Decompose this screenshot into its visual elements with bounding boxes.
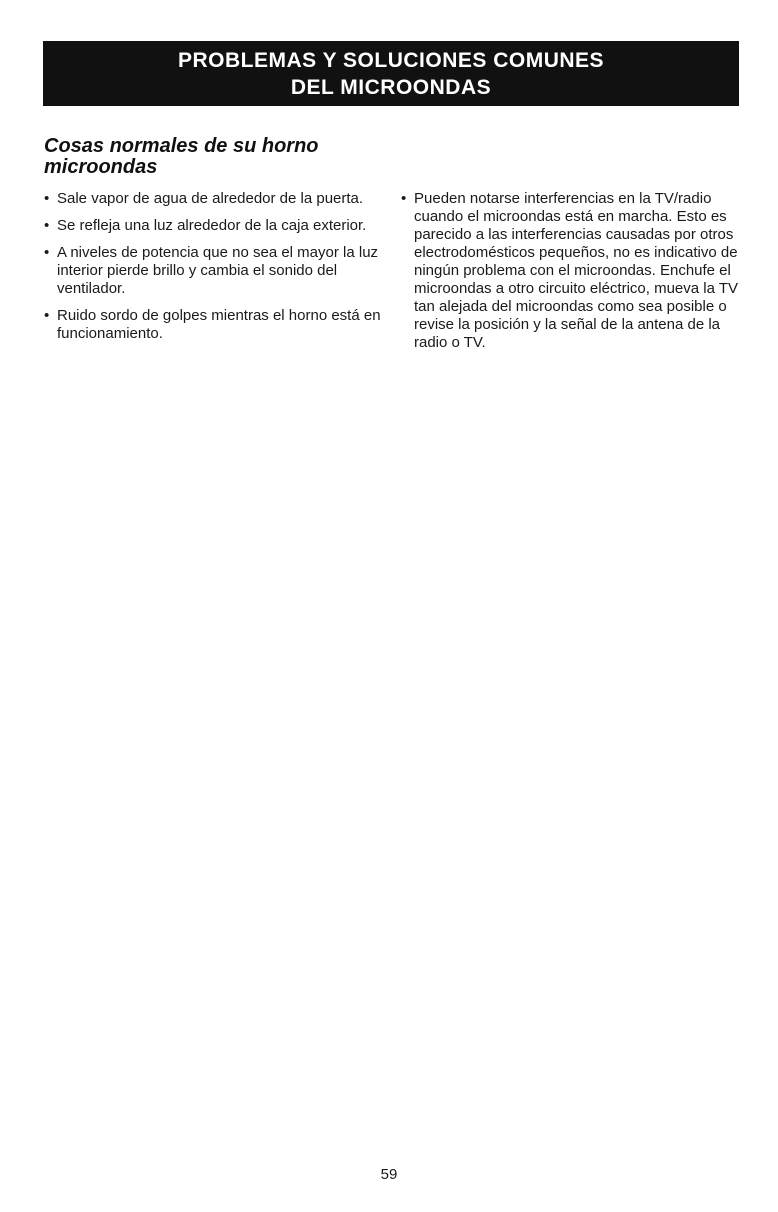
left-column-list [43,190,383,352]
list-item [43,307,383,343]
page-title-banner [43,41,739,106]
bullet-icon: • [401,190,407,207]
bullet-icon: • [44,307,50,324]
page-number: 59 [380,1166,398,1183]
page-title-line-2: DEL MICROONDAS [290,75,492,99]
bullet-icon: • [44,244,50,261]
bullet-icon: • [44,217,50,234]
page-title-line-1: PROBLEMAS Y SOLUCIONES COMUNES [177,48,605,72]
list-item-text: Se refleja una luz alrededor de la caja exterior. [57,217,367,234]
section-heading: Cosas normales de su horno microondas [44,135,319,178]
bullet-icon: • [44,190,50,207]
list-item [43,190,383,208]
list-item-text: A niveles de potencia que no sea el mayor la luz interior pierde brillo y cambia el sonido del ventilador. [57,244,379,297]
list-item-text: Ruido sordo de golpes mientras el horno está en funcionamiento. [57,307,381,342]
list-item [43,244,383,298]
list-item-text: Sale vapor de agua de alrededor de la puerta. [57,190,364,207]
list-item [400,190,745,352]
list-item-text: Pueden notarse interferencias en la TV/radio cuando el microondas está en marcha. Esto es parecido a las interferencias causadas por otros electrodomésticos pequeños, no es indicativo de ningún problema con el microondas. Enchufe el microondas a otro circuito eléctrico, mueva la TV tan alejada del microondas como sea posible o revise la posición y la señal de la antena de la radio o TV. [414,190,739,351]
right-column-list [400,190,745,361]
list-item [43,217,383,235]
